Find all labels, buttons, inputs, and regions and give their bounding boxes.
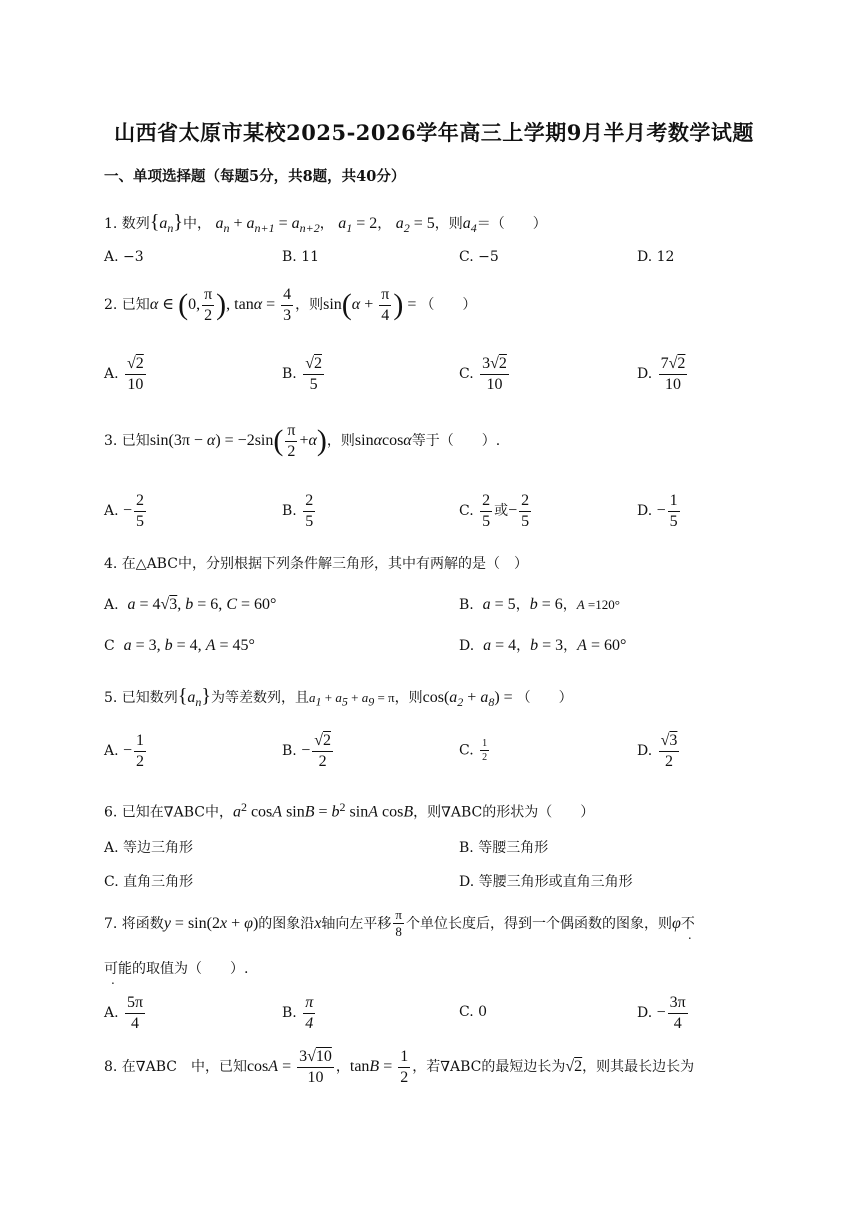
question-5-option-b: B. − $\frac{√2}{2}$ <box>282 732 332 770</box>
question-6-option-a: A. 等边三角形 <box>104 840 194 856</box>
section-heading: 一、单项选择题（每题5分，共8题，共40分） <box>104 168 406 185</box>
question-4-option-a: A. a = 4√3, b = 6, C = 60° <box>104 596 277 613</box>
question-3-option-d: D. − $\frac{1}{5}$ <box>637 492 678 530</box>
question-2-option-a: A. $\frac{√2}{10}$ <box>104 355 144 393</box>
question-2-option-c: C. $\frac{3√2}{10}$ <box>459 355 507 393</box>
question-4-option-d: D. a = 4，b = 3，A = 60° <box>459 637 627 654</box>
question-3-option-a: A. − $\frac{2}{5}$ <box>104 492 145 530</box>
question-4-option-b: B. a = 5，b = 6，A =120° <box>459 596 620 613</box>
question-5-option-c: C. $\frac{1}{2}$ <box>459 738 488 763</box>
question-1-option-c: C. −5 <box>459 249 499 265</box>
question-3-option-c: C. $\frac{2}{5}$ 或− $\frac{2}{5}$ <box>459 492 530 530</box>
question-7-stem: 7. 将函数y = sin(2x + φ)的图象沿x轴向左平移 $\frac{\pi}{8}$ 个单位长度后，得到一个偶函数的图象，则φ不 <box>104 907 695 940</box>
question-2-option-d: D. $\frac{7√2}{10}$ <box>637 355 686 393</box>
question-6-option-b: B. 等腰三角形 <box>459 840 549 856</box>
question-7-option-c: C. 0 <box>459 1004 488 1020</box>
question-6-option-d: D. 等腰三角形或直角三角形 <box>459 874 633 890</box>
question-4-stem: 4. 在△ABC中，分别根据下列条件解三角形，其中有两解的是（ ） <box>104 556 528 572</box>
question-2-stem: 2. 已知α ∈ (0, $\frac{\pi}{2}$ ), tanα = $\frac{4}{3}$ ，则sin(α + $\frac{\pi}{4}$ ) = （ ） <box>104 286 477 324</box>
page-title: 山西省太原市某校2025-2026学年高三上学期9月半月考数学试题 <box>114 120 754 145</box>
question-7-option-b: B. $\frac{\pi}{4}$ <box>282 994 314 1032</box>
question-4-option-c: C a = 3, b = 4, A = 45° <box>104 637 255 654</box>
question-3-stem: 3. 已知sin(3π − α) = −2sin( $\frac{\pi}{2}$ +α)，则sinαcosα等于（ ）. <box>104 422 501 460</box>
question-8-stem: 8. 在∇ABC 中，已知cosA = $\frac{3√10}{10}$ ，tanB = $\frac{1}{2}$ ，若∇ABC的最短边长为√2，则其最长边长为 <box>104 1048 695 1086</box>
question-6-option-c: C. 直角三角形 <box>104 874 194 890</box>
question-1-stem: 1. 数列$\{a_n\}$中， $a_n + a_{n+1} = a_{n+2}$， $a_1 = 2$， $a_2 = 5$，则$a_4=$（ ） <box>104 211 547 236</box>
question-2-option-b: B. $\frac{√2}{5}$ <box>282 355 322 393</box>
question-5-stem: 5. 已知数列$\{a_n\}$为等差数列，且$a_1 + a_5 + a_9 = \pi$，则$\cos(a_2 + a_8)$ = （ ） <box>104 685 573 710</box>
question-3-option-b: B. $\frac{2}{5}$ <box>282 492 314 530</box>
question-1-option-d: D. 12 <box>637 249 675 265</box>
question-5-option-d: D. $\frac{√3}{2}$ <box>637 732 678 770</box>
question-1-option-b: B. 11 <box>282 249 320 265</box>
question-7-stem-line2: 可能的取值为（ ）. <box>104 961 249 977</box>
question-7-option-d: D. − $\frac{3\pi}{4}$ <box>637 994 686 1032</box>
question-6-stem: 6. 已知在∇ABC中，$a^2$ cosA $\sin B = b^2$ sinA cosB，则∇ABC的形状为（ ） <box>104 800 595 821</box>
question-5-option-a: A. − $\frac{1}{2}$ <box>104 732 145 770</box>
question-1-option-a: A. −3 <box>104 249 144 265</box>
question-7-option-a: A. $\frac{5\pi}{4}$ <box>104 994 144 1032</box>
